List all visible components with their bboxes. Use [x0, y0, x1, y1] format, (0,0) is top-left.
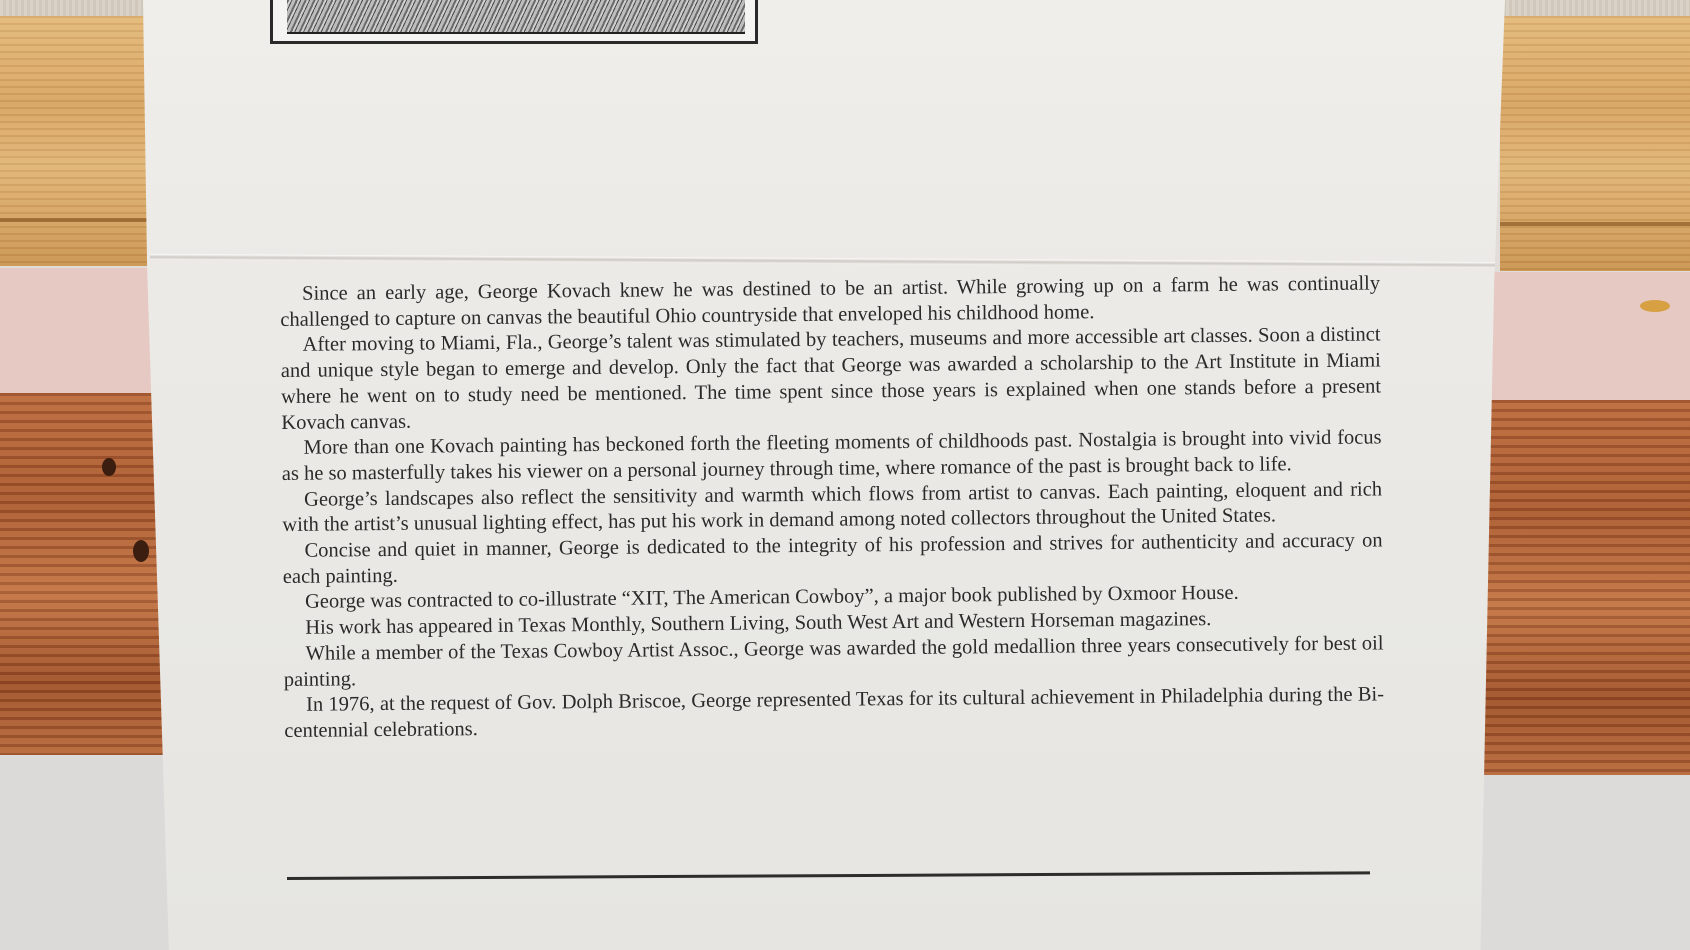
paragraph: After moving to Miami, Fla., George’s talent was stimulated by teachers, museums and more accessible art classes. Soon a distinct and unique style began to emerge and develop. Only the fact that George was awarded a scholarship to the Art Institute in Miami where he went on to study need be mentioned. The time spent since those years is explained when one stands before a present Kovach canvas.: [280, 323, 1382, 434]
wood-groove: [0, 218, 160, 222]
frame-stretcher-left: [0, 16, 160, 266]
paragraph: More than one Kovach painting has beckoned forth the fleeting moments of childhoods past. Nostalgia is brought into vivid focus as he so masterfully takes his viewer on a personal journey through time, where romance of the past is brought back to life.: [281, 426, 1382, 485]
portrait-photo: [287, 0, 745, 34]
biography-text: [280, 271, 1384, 744]
floor-left: [0, 755, 175, 950]
wood-groove: [1500, 222, 1690, 226]
wood-knot: [102, 458, 116, 476]
paint-smudge: [1640, 300, 1670, 312]
paragraph: His work has appeared in Texas Monthly, Southern Living, South West Art and Western Horseman magazines.: [305, 608, 1212, 639]
paragraph: Concise and quiet in manner, George is dedicated to the integrity of his profession and strives for authenticity and accuracy on each painting.: [282, 529, 1383, 588]
portrait-photo-frame: [270, 0, 758, 44]
frame-stretcher-right: [1500, 16, 1690, 271]
floor-right: [1480, 775, 1690, 950]
wood-panel-left: [0, 393, 175, 755]
wood-knot: [133, 540, 149, 562]
paragraph: George was contracted to co-illustrate “XIT, The American Cowboy”, a major book published by Oxmoor House.: [304, 582, 1239, 614]
paragraph: In 1976, at the request of Gov. Dolph Briscoe, George represented Texas for its cultural achievement in Philadelphia during the Bi-centennial celebrations.: [284, 683, 1385, 742]
pink-mat-right: [1490, 272, 1690, 400]
wood-panel-right: [1482, 400, 1690, 775]
paragraph: While a member of the Texas Cowboy Artist Assoc., George was awarded the gold medallion three years consecutively for best oil painting.: [283, 632, 1384, 691]
paragraph: Since an early age, George Kovach knew he was destined to be an artist. While growing up on a farm he was continually challenged to capture on canvas the beautiful Ohio countryside that enveloped his childhood home.: [280, 272, 1381, 331]
paragraph: George’s landscapes also reflect the sensitivity and warmth which flows from artist to canvas. Each painting, eloquent and rich with the artist’s unusual lighting effect, has put his work in demand among noted collectors throughout the United States.: [282, 478, 1383, 537]
